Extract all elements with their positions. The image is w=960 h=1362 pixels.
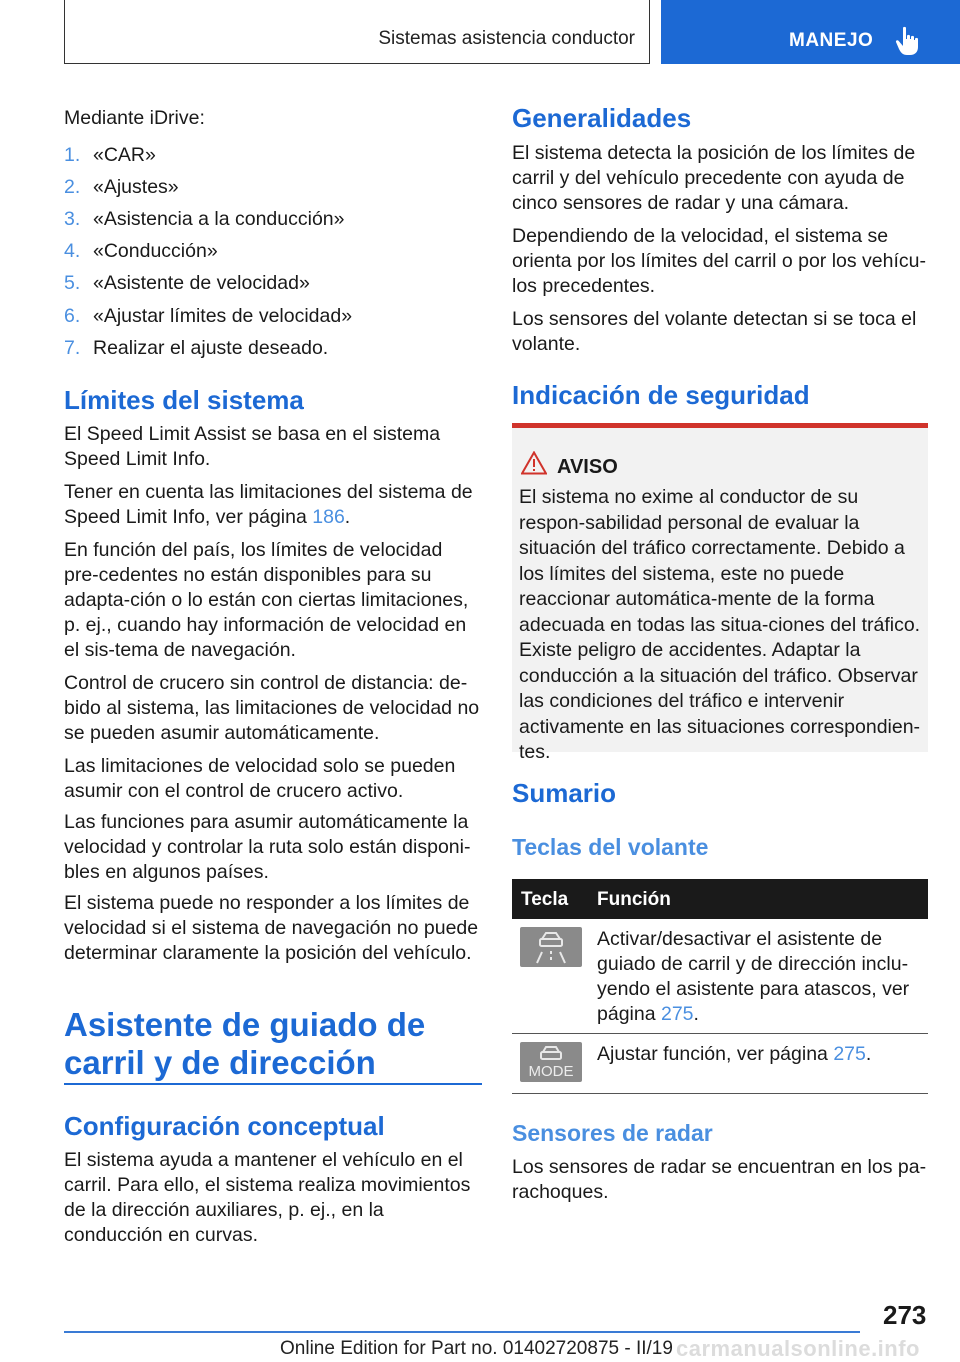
section-title: Sistemas asistencia conductor <box>378 28 635 49</box>
general-paragraph: El sistema detecta la posición de los límites de carril y del vehículo precedente con ayuda de cinco sensores de radar y una cámara. <box>512 142 916 214</box>
limits-paragraph: Las limitaciones de velocidad solo se pueden asumir con el control de crucero activo. <box>64 755 456 802</box>
limits-paragraph: Control de crucero sin control de distancia: de-bido al sistema, las limitaciones de velocidad no se pueden asumir automáticamente. <box>64 672 480 744</box>
edition-text: Online Edition for Part no. 01402720875 - II/19 <box>280 1338 673 1359</box>
warning-box <box>512 423 928 763</box>
limits-paragraph: El Speed Limit Assist se basa en el sistema Speed Limit Info. <box>64 423 441 470</box>
step-number: 4. <box>64 240 81 262</box>
column-header-key: Tecla <box>521 889 569 910</box>
limits-paragraph: En función del país, los límites de velocidad pre-cedentes no están disponibles para su adapta-ción o lo están con ciertas limitaciones, p. ej., cuando hay información de velocidad en el sis-tema de navegación. <box>64 539 469 661</box>
column-header-function: Función <box>597 889 671 910</box>
hand-pointer-icon <box>895 26 921 56</box>
chapter-title <box>64 1006 425 1082</box>
step-number: 6. <box>64 305 81 327</box>
limits-paragraph: El sistema puede no responder a los límites de velocidad si el sistema de navegación no puede determinar claramente la posición del vehículo. <box>64 892 479 964</box>
limits-p2-text: Tener en cuenta las limitaciones del sistema de Speed Limit Info, ver página <box>64 481 473 528</box>
chapter-title-line: carril y de dirección <box>64 1044 376 1081</box>
mode-button-icon <box>520 1042 582 1082</box>
watermark: carmanualsonline.info <box>676 1336 920 1361</box>
function-cell <box>597 1042 927 1067</box>
page-link[interactable]: 186 <box>312 506 345 528</box>
function-cell <box>597 927 927 1027</box>
step-text: «Asistencia a la conducción» <box>93 208 345 230</box>
summary-heading: Sumario <box>512 778 617 808</box>
warning-triangle-icon <box>521 451 547 475</box>
limits-p2-end: . <box>344 506 351 528</box>
limits-paragraph <box>64 480 482 530</box>
page-header <box>0 0 960 66</box>
footer-divider <box>64 1331 860 1333</box>
wheel-keys-heading: Teclas del volante <box>512 834 709 860</box>
page-link[interactable]: 275 <box>833 1043 866 1065</box>
general-heading: Generalidades <box>512 103 692 133</box>
radar-paragraph: Los sensores de radar se encuentran en los pa-rachoques. <box>512 1156 927 1203</box>
step-text: «CAR» <box>93 144 156 166</box>
concept-heading: Configuración conceptual <box>64 1111 385 1141</box>
mode-label: MODE <box>528 1063 574 1080</box>
intro-text: Mediante iDrive: <box>64 107 205 129</box>
warning-text: El sistema no exime al conductor de su respon-sabilidad personal de evaluar la situación del tráfico correctamente. Debido a los límites del sistema, este no puede reaccionar automática-mente de la forma adecuada en todas las situa-ciones del tráfico. Existe peligro de accidentes. Adaptar la conducción a la situación del tráfico. Observar las condiciones del tráfico e intervenir activamente en las situaciones correspondien-tes. <box>519 486 921 763</box>
step-text: «Ajustar límites de velocidad» <box>93 305 353 327</box>
function-text: Ajustar función, ver página <box>597 1043 834 1065</box>
step-number: 5. <box>64 272 81 294</box>
step-text: «Ajustes» <box>93 176 179 198</box>
general-paragraph: Los sensores del volante detectan si se toca el volante. <box>512 308 917 355</box>
table-divider <box>512 1033 928 1034</box>
page-number: 273 <box>883 1300 927 1330</box>
table-divider <box>512 1093 928 1094</box>
lane-assist-button-icon <box>520 927 582 967</box>
section-header-box <box>64 0 650 64</box>
step-number: 3. <box>64 208 81 230</box>
step-number: 2. <box>64 176 81 198</box>
step-text: «Conducción» <box>93 240 218 262</box>
radar-heading: Sensores de radar <box>512 1120 713 1146</box>
keys-table-header <box>512 879 928 919</box>
function-text-end: . <box>693 1003 699 1025</box>
function-text-end: . <box>865 1043 872 1065</box>
step-number: 7. <box>64 337 81 359</box>
general-paragraph: Dependiendo de la velocidad, el sistema se orienta por los límites del carril o por los vehícu-los precedentes. <box>512 225 927 297</box>
safety-heading: Indicación de seguridad <box>512 380 810 410</box>
chapter-title-line: Asistente de guiado de <box>64 1006 426 1043</box>
chapter-divider <box>64 1083 482 1085</box>
function-text: Activar/desactivar el asistente de guiado de carril y de dirección inclu-yendo el asistente para atascos, ver página <box>597 928 910 1025</box>
chapter-tab[interactable] <box>661 0 960 64</box>
page-link[interactable]: 275 <box>660 1003 694 1025</box>
limits-heading: Límites del sistema <box>64 385 304 415</box>
step-text: «Asistente de velocidad» <box>93 272 310 294</box>
chapter-tab-label: MANEJO <box>789 30 874 51</box>
limits-paragraph: Las funciones para asumir automáticamente la velocidad y controlar la ruta solo están disponi-bles en algunos países. <box>64 811 471 883</box>
step-text: Realizar el ajuste deseado. <box>93 337 329 359</box>
warning-title: AVISO <box>557 456 618 478</box>
concept-paragraph: El sistema ayuda a mantener el vehículo en el carril. Para ello, el sistema realiza movimientos de la dirección auxiliares, p. ej., en la conducción en curvas. <box>64 1149 471 1246</box>
step-number: 1. <box>64 144 81 166</box>
